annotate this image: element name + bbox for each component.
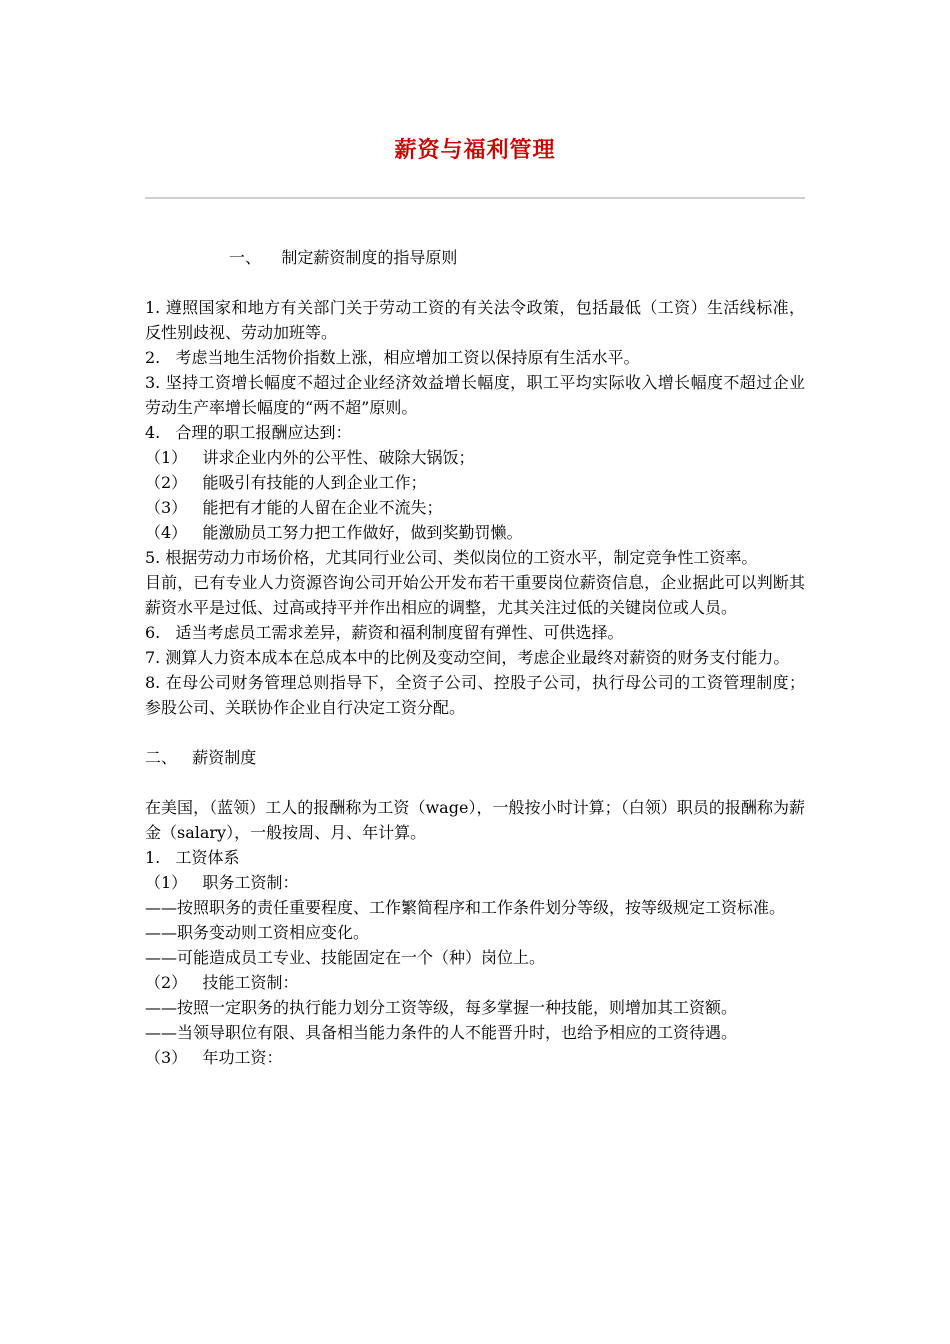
list-item: 6. 适当考虑员工需求差异，薪资和福利制度留有弹性、可供选择。 xyxy=(145,623,624,642)
list-item: 4. 合理的职工报酬应达到： xyxy=(145,423,352,442)
dash-item: ——当领导职位有限、具备相当能力条件的人不能晋升时，也给予相应的工资待遇。 xyxy=(145,1023,738,1042)
spacer xyxy=(145,720,805,745)
list-item: 1. 工资体系 xyxy=(145,848,240,867)
sub-list-item: （1） 职务工资制： xyxy=(145,873,299,892)
sub-list-item: （1） 讲求企业内外的公平性、破除大锅饭； xyxy=(145,448,475,467)
spacer xyxy=(145,770,805,795)
sub-list-item: （4） 能激励员工努力把工作做好，做到奖勤罚懒。 xyxy=(145,523,523,542)
paragraph: 目前，已有专业人力资源咨询公司开始公开发布若干重要岗位薪资信息，企业据此可以判断其薪资水平是过低、过高或持平并作出相应的调整，尤其关注过低的关键岗位或人员。 xyxy=(145,573,805,617)
paragraph: 在美国，（蓝领）工人的报酬称为工资（wage），一般按小时计算；（白领）职员的报酬称为薪金（salary），一般按周、月、年计算。 xyxy=(145,798,805,842)
title-divider xyxy=(145,197,805,199)
dash-item: ——按照职务的责任重要程度、工作繁简程序和工作条件划分等级，按等级规定工资标准。 xyxy=(145,898,786,917)
list-item: 2. 考虑当地生活物价指数上涨，相应增加工资以保持原有生活水平。 xyxy=(145,348,640,367)
section-heading-1: 一、 制定薪资制度的指导原则 xyxy=(229,248,458,267)
page-title: 薪资与福利管理 xyxy=(394,138,556,163)
sub-list-item: （2） 技能工资制： xyxy=(145,973,299,992)
list-item: 1. 遵照国家和地方有关部门关于劳动工资的有关法令政策，包括最低（工资）生活线标准，反性别歧视、劳动加班等。 xyxy=(145,298,805,342)
list-item: 5. 根据劳动力市场价格，尤其同行业公司、类似岗位的工资水平，制定竞争性工资率。 xyxy=(145,548,758,567)
list-item: 7. 测算人力资本成本在总成本中的比例及变动空间，考虑企业最终对薪资的财务支付能力。 xyxy=(145,648,790,667)
sub-list-item: （3） 能把有才能的人留在企业不流失； xyxy=(145,498,443,517)
dash-item: ——可能造成员工专业、技能固定在一个（种）岗位上。 xyxy=(145,948,546,967)
sub-list-item: （2） 能吸引有技能的人到企业工作； xyxy=(145,473,427,492)
list-item: 3. 坚持工资增长幅度不超过企业经济效益增长幅度，职工平均实际收入增长幅度不超过企业劳动生产率增长幅度的“两不超”原则。 xyxy=(145,373,805,417)
spacer xyxy=(145,270,805,295)
section-heading-2: 二、 薪资制度 xyxy=(145,748,257,767)
list-item: 8. 在母公司财务管理总则指导下，全资子公司、控股子公司，执行母公司的工资管理制度；参股公司、关联协作企业自行决定工资分配。 xyxy=(145,673,805,717)
dash-item: ——按照一定职务的执行能力划分工资等级，每多掌握一种技能，则增加其工资额。 xyxy=(145,998,738,1017)
dash-item: ——职务变动则工资相应变化。 xyxy=(145,923,370,942)
sub-list-item: （3） 年功工资： xyxy=(145,1048,283,1067)
document-body xyxy=(145,245,805,1070)
